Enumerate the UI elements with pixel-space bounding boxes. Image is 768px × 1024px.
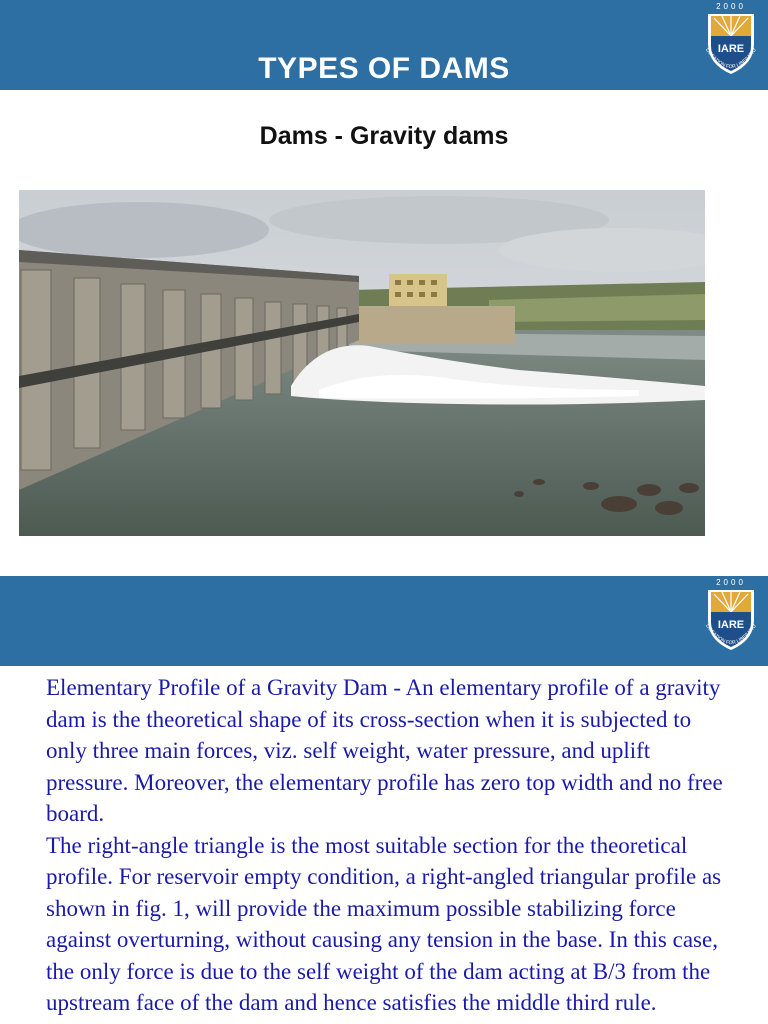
logo-name: IARE bbox=[717, 43, 745, 55]
logo-name: IARE bbox=[717, 619, 745, 631]
header-banner bbox=[0, 0, 768, 90]
gravity-dam-photo bbox=[19, 190, 705, 536]
logo-year: 2000 bbox=[716, 578, 746, 587]
logo-year: 2000 bbox=[716, 2, 746, 11]
slide-subtitle: Dams - Gravity dams bbox=[259, 122, 509, 150]
body-paragraph: Elementary Profile of a Gravity Dam - An elementary profile of a gravity dam is the theoretical shape of its cross-section when it is subjected to only three main forces, viz. self weight, water pressure, and uplift pressure. Moreover, the elementary profile has zero top width and no free board. bbox=[46, 675, 723, 826]
slide-divider bbox=[0, 558, 768, 576]
iare-logo-icon bbox=[700, 0, 762, 82]
header-banner bbox=[0, 576, 768, 666]
slide-title: TYPES OF DAMS bbox=[258, 52, 510, 85]
slide-body-text bbox=[46, 672, 736, 1019]
iare-logo-icon bbox=[700, 576, 762, 658]
logo-motto: DUCATION FOR LIBERATIO bbox=[704, 623, 758, 647]
body-paragraph: The right-angle triangle is the most suitable section for the theoretical profile. For reservoir empty condition, a right-angled triangular profile as shown in fig. 1, will provide the maximum possible stabilizing force against overturning, without causing any tension in the base. In this case, the only force is due to the self weight of the dam acting at B/3 from the upstream face of the dam and hence satisfies the middle third rule. bbox=[46, 832, 722, 1015]
logo-motto: DUCATION FOR LIBERATIO bbox=[704, 47, 758, 71]
